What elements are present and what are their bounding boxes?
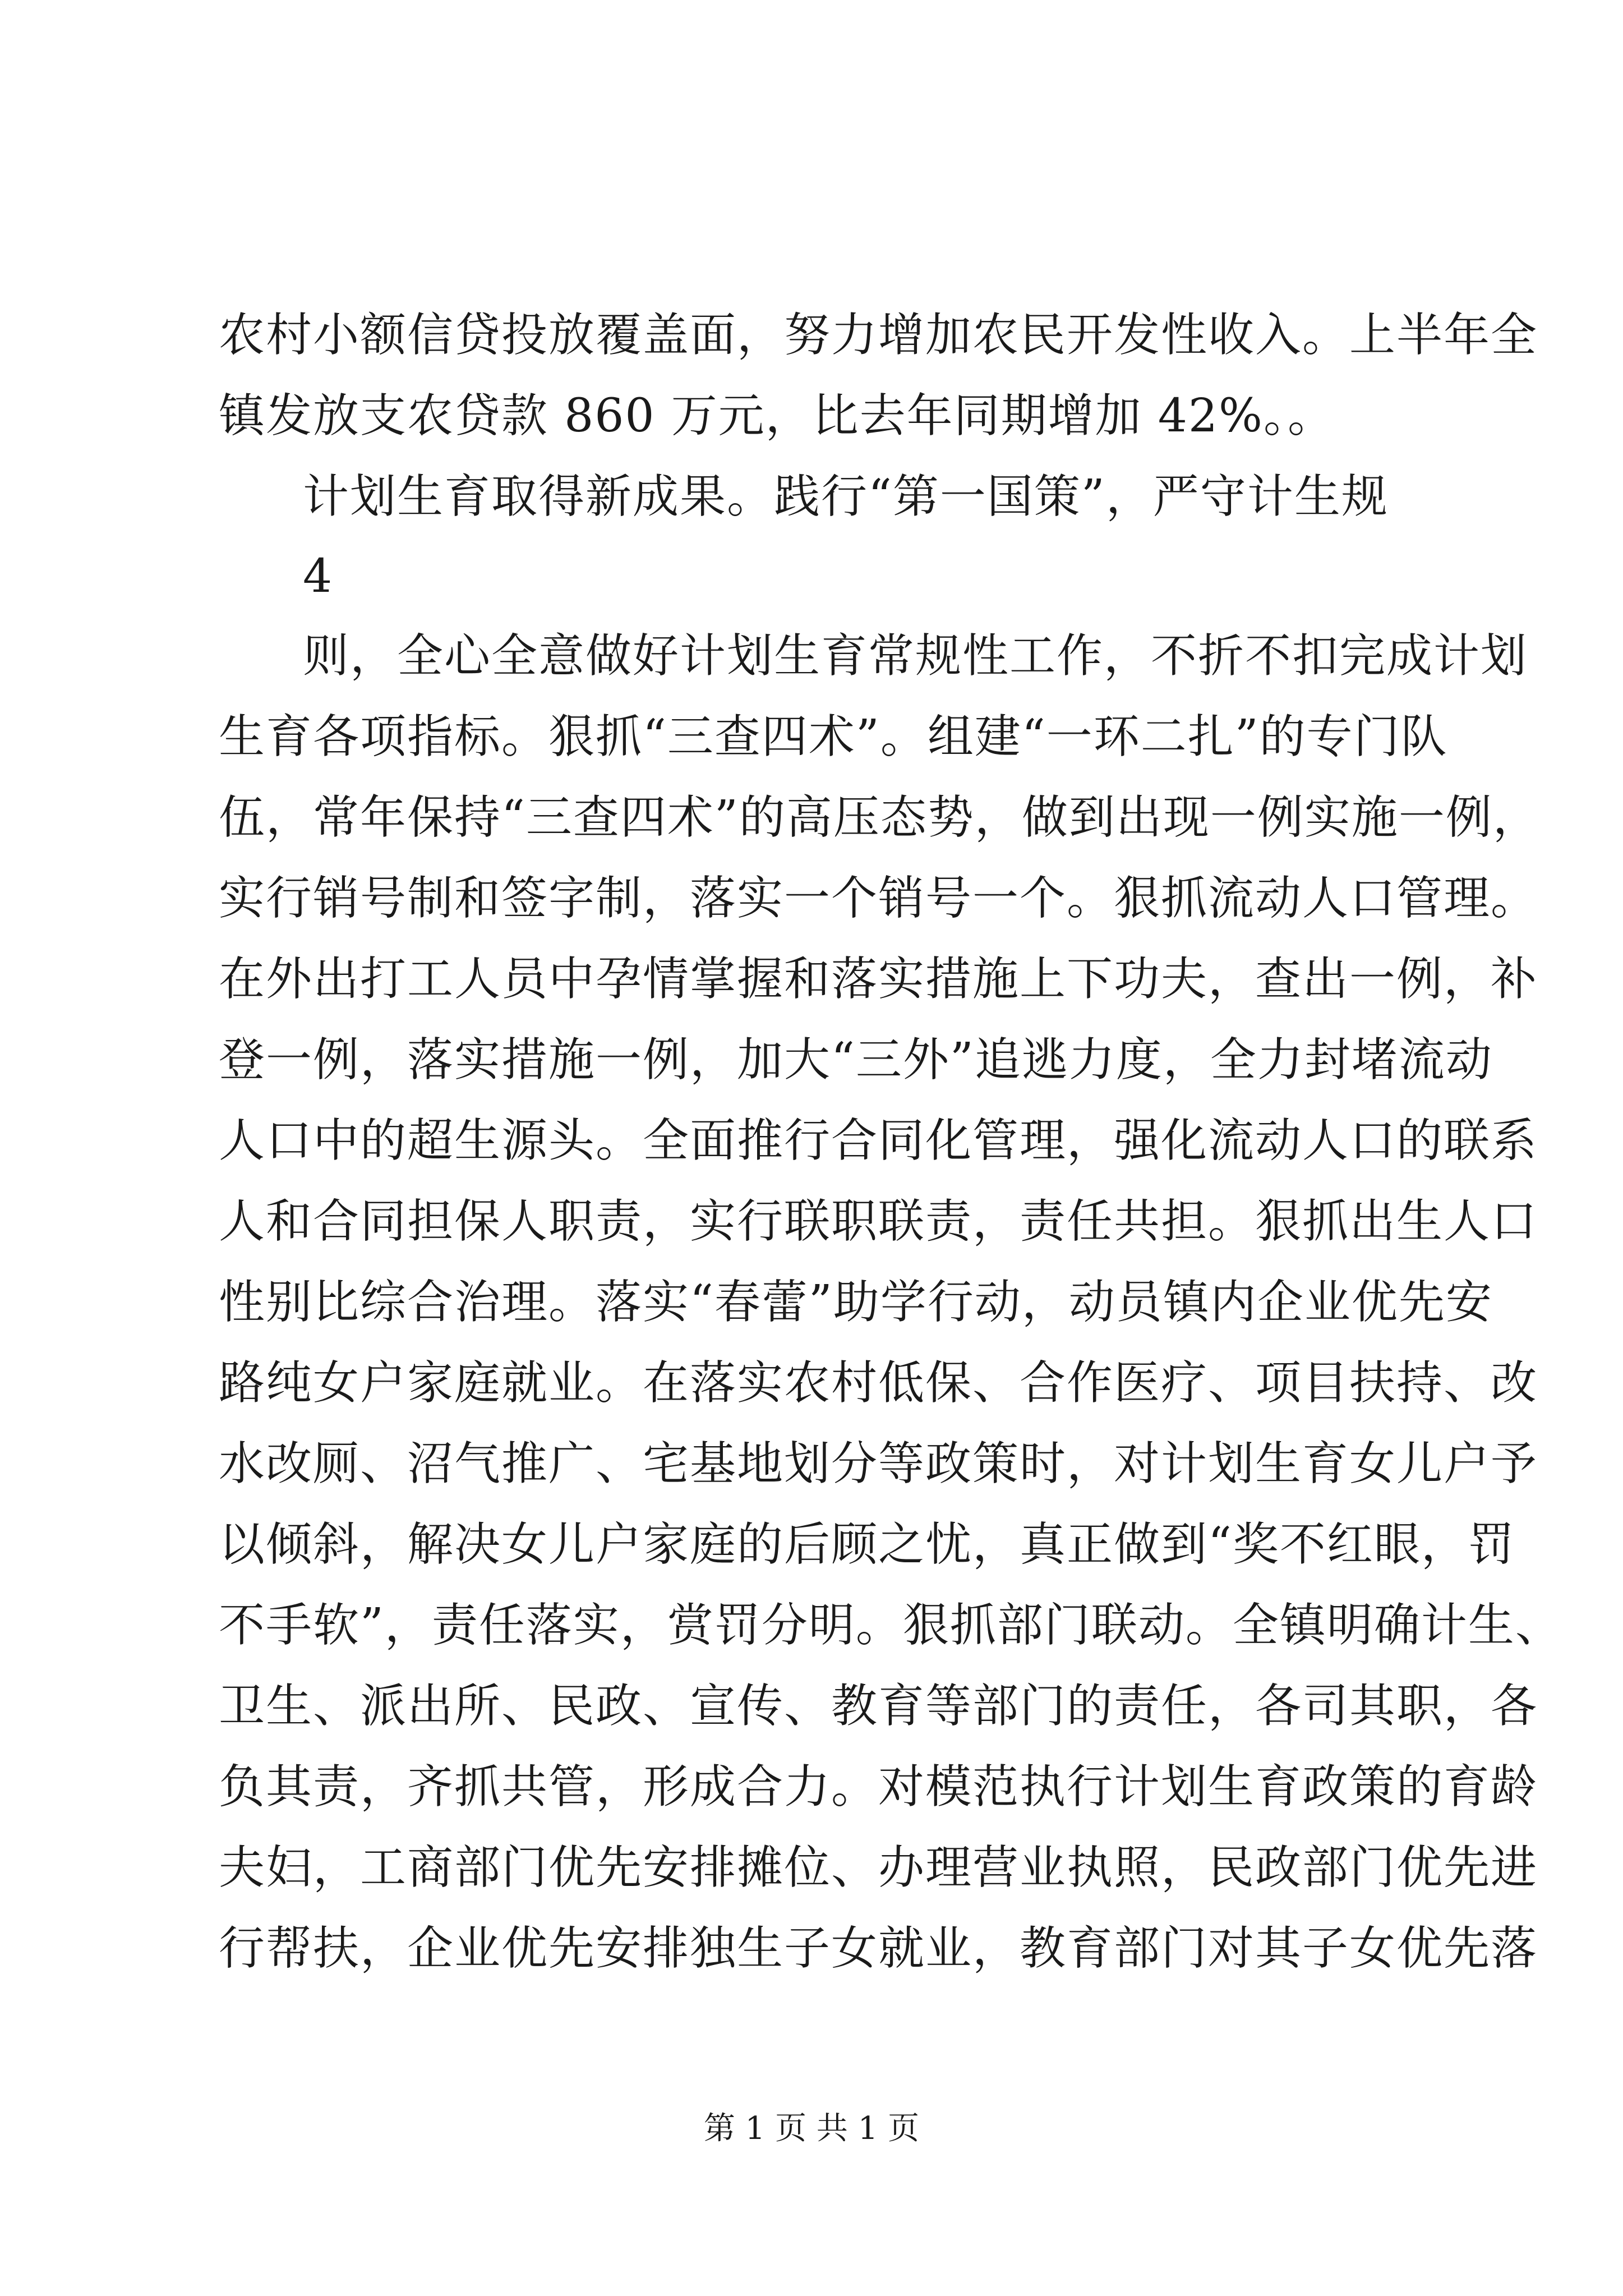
body-text-line: 路纯女户家庭就业。在落实农村低保、合作医疗、项目扶持、改 xyxy=(219,1356,1538,1410)
body-text-line: 卫生、派出所、民政、宣传、教育等部门的责任，各司其职，各 xyxy=(219,1680,1538,1733)
body-text-line: 人口中的超生源头。全面推行合同化管理，强化流动人口的联系 xyxy=(219,1114,1538,1167)
body-text-line: 实行销号制和签字制，落实一个销号一个。狠抓流动人口管理。 xyxy=(219,872,1538,925)
body-text-line: 在外出打工人员中孕情掌握和落实措施上下功夫，查出一例，补 xyxy=(219,953,1538,1006)
body-text-line: 以倾斜，解决女儿户家庭的后顾之忧，真正做到“奖不红眼，罚 xyxy=(219,1518,1515,1571)
paragraph-start-line: 计划生育取得新成果。践行“第一国策”，严守计生规 xyxy=(303,470,1389,523)
body-text-line: 夫妇，工商部门优先安排摊位、办理营业执照，民政部门优先进 xyxy=(219,1841,1538,1894)
body-text-line: 性别比综合治理。落实“春蕾”助学行动，动员镇内企业优先安 xyxy=(219,1276,1493,1329)
body-text-line: 伍，常年保持“三查四术”的高压态势，做到出现一例实施一例， xyxy=(219,791,1540,844)
body-text-line: 行帮扶，企业优先安排独生子女就业，教育部门对其子女优先落 xyxy=(219,1922,1538,1975)
page-footer: 第 1 页 共 1 页 xyxy=(703,2110,920,2147)
body-text-line: 水改厕、沼气推广、宅基地划分等政策时，对计划生育女儿户予 xyxy=(219,1437,1538,1490)
body-text-line: 生育各项指标。狠抓“三查四术”。组建“一环二扎”的专门队 xyxy=(219,710,1448,763)
body-text-line: 负其责，齐抓共管，形成合力。对模范执行计划生育政策的育龄 xyxy=(219,1760,1538,1814)
body-text-line: 则，全心全意做好计划生育常规性工作，不折不扣完成计划 xyxy=(303,629,1528,683)
body-text-line: 人和合同担保人职责，实行联职联责，责任共担。狠抓出生人口 xyxy=(219,1195,1538,1248)
body-text-line: 农村小额信贷投放覆盖面，努力增加农民开发性收入。上半年全 xyxy=(219,309,1538,362)
body-text-line: 登一例，落实措施一例，加大“三外”追逃力度，全力封堵流动 xyxy=(219,1033,1493,1087)
inline-page-number: 4 xyxy=(303,550,333,603)
body-text-line: 不手软”，责任落实，赏罚分明。狠抓部门联动。全镇明确计生、 xyxy=(219,1599,1562,1652)
body-text-line: 镇发放支农贷款 860 万元，比去年同期增加 42%。。 xyxy=(219,389,1335,443)
